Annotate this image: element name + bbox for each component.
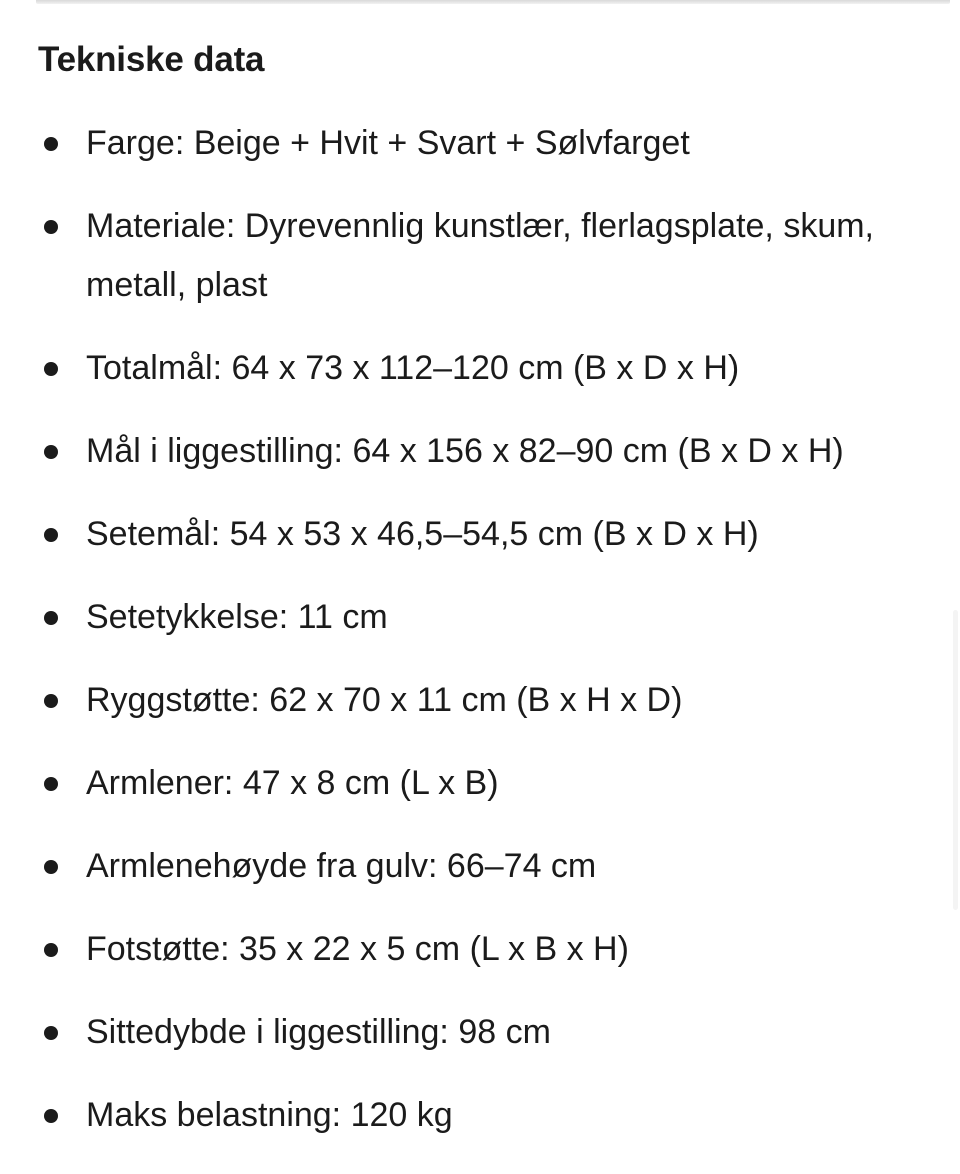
spec-text: Sittedybde i liggestilling: 98 cm [86, 1013, 551, 1051]
bullet-icon [44, 694, 58, 708]
bullet-icon [44, 445, 58, 459]
bullet-icon [44, 943, 58, 957]
spec-item-footrest [0, 920, 930, 979]
spec-text: Maks belastning: 120 kg [86, 1096, 453, 1134]
bullet-icon [44, 777, 58, 791]
spec-text: Ryggstøtte: 62 x 70 x 11 cm (B x H x D) [86, 681, 683, 719]
bullet-icon [44, 860, 58, 874]
spec-item-backrest [0, 671, 930, 730]
spec-item-armrests [0, 754, 930, 813]
spec-item-material [0, 197, 930, 315]
spec-text: Farge: Beige + Hvit + Svart + Sølvfarget [86, 124, 690, 162]
scrollbar-track[interactable] [953, 610, 958, 910]
spec-item-reclined-seat-depth [0, 1003, 930, 1062]
spec-text: Armlenehøyde fra gulv: 66–74 cm [86, 847, 597, 885]
spec-item-reclined-dimensions [0, 422, 930, 481]
spec-text: Setetykkelse: 11 cm [86, 598, 388, 636]
spec-text: Setemål: 54 x 53 x 46,5–54,5 cm (B x D x H) [86, 515, 759, 553]
spec-item-color [0, 114, 930, 173]
bullet-icon [44, 1026, 58, 1040]
spec-text: Armlener: 47 x 8 cm (L x B) [86, 764, 499, 802]
spec-item-seat-thickness [0, 588, 930, 647]
bullet-icon [44, 220, 58, 234]
spec-list [0, 114, 930, 1169]
spec-text: Mål i liggestilling: 64 x 156 x 82–90 cm (B x D x H) [86, 432, 844, 470]
spec-item-armrest-height [0, 837, 930, 896]
bullet-icon [44, 362, 58, 376]
section-title: Tekniske data [38, 40, 265, 79]
spec-item-seat-dimensions [0, 505, 930, 564]
bullet-icon [44, 137, 58, 151]
spec-item-max-load [0, 1086, 930, 1145]
spec-text: Totalmål: 64 x 73 x 112–120 cm (B x D x H) [86, 349, 740, 387]
bullet-icon [44, 528, 58, 542]
bullet-icon [44, 611, 58, 625]
top-divider [36, 0, 950, 4]
spec-item-total-dimensions [0, 339, 930, 398]
bullet-icon [44, 1109, 58, 1123]
spec-text: Fotstøtte: 35 x 22 x 5 cm (L x B x H) [86, 930, 629, 968]
spec-text: Materiale: Dyrevennlig kunstlær, flerlagsplate, skum, metall, plast [86, 207, 874, 304]
